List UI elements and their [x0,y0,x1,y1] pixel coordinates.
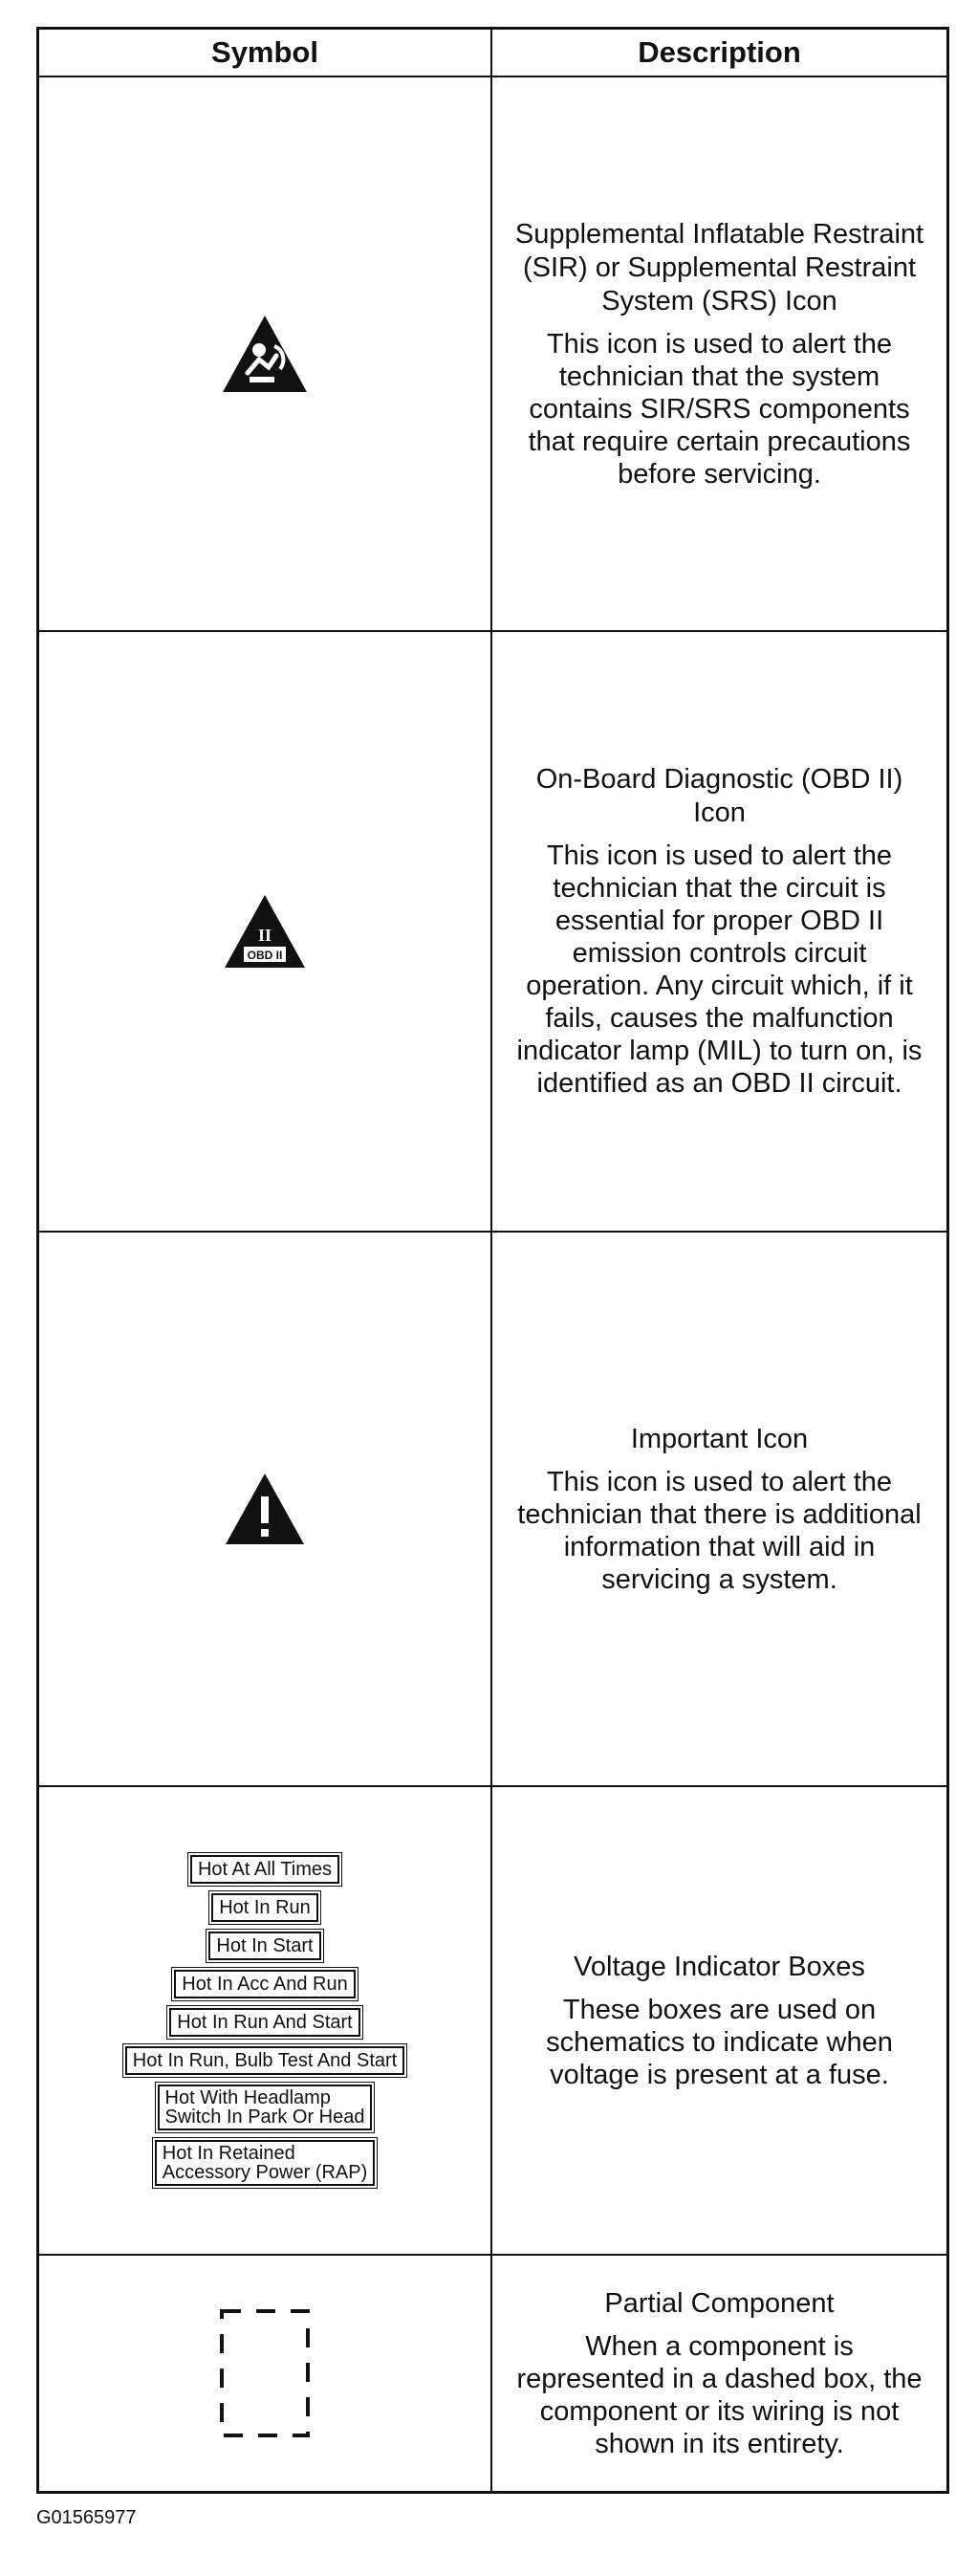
row-title: Supplemental Inflatable Restraint (SIR) or Supplemental Restraint System (SRS) Icon [514,218,924,317]
obd-ii-icon [223,893,307,970]
row-title: Important Icon [630,1423,809,1454]
dashed-box-icon [212,2302,317,2445]
voltage-box: Hot With Headlamp Switch In Park Or Head [158,2085,373,2130]
obd-icon-label-top: II [257,926,272,945]
symbol-cell [39,1787,490,2254]
row-body: This icon is used to alert the technician that the circuit is essential for proper OBD II emission controls circuit operation. Any circuit which, if it fails, causes the malfunction indicator lamp (MIL) to turn on, is identified as an OBD II circuit. [516,840,923,1099]
description-cell [492,2256,946,2491]
table-row-partial [39,2256,946,2491]
symbol-cell [39,1233,490,1785]
voltage-box: Hot At All Times [190,1855,339,1884]
figure-id: G01565977 [36,2507,137,2528]
description-cell [492,632,946,1231]
voltage-box: Hot In Retained Accessory Power (RAP) [155,2140,376,2186]
voltage-box: Hot In Acc And Run [174,1970,355,1998]
table-row-important [39,1233,946,1785]
row-title: On-Board Diagnostic (OBD II) Icon [535,764,903,828]
symbol-cell [39,632,490,1231]
row-body: When a component is represented in a dashed box, the component or its wiring is not shown in its entirety. [516,2330,923,2459]
row-title: Voltage Indicator Boxes [574,1951,865,1982]
table-row-voltage [39,1787,946,2254]
voltage-box: Hot In Run [211,1893,318,1922]
row-body: This icon is used to alert the technician that the system contains SIR/SRS components that require certain precautions before servicing. [528,328,911,490]
symbol-table [36,27,949,2494]
voltage-box: Hot In Run, Bulb Test And Start [125,2046,404,2075]
obd-icon-label-bottom: OBD II [247,949,283,962]
voltage-box: Hot In Start [208,1932,320,1960]
description-cell [492,1787,946,2254]
table-row-sir [39,77,946,630]
description-cell [492,1233,946,1785]
symbol-cell [39,2256,490,2491]
sir-srs-icon [221,314,309,394]
row-body: These boxes are used on schematics to indicate when voltage is present at a fuse. [546,1994,893,2090]
table-row-obd [39,632,946,1231]
row-title: Partial Component [604,2287,835,2319]
voltage-box-list [125,1855,404,2186]
important-warning-icon [224,1472,306,1546]
row-body: This icon is used to alert the technician that there is additional information that will aid in servicing a system. [517,1466,922,1595]
header-symbol: Symbol [211,35,318,69]
description-cell [492,77,946,630]
header-description: Description [638,35,801,69]
symbol-cell [39,77,490,630]
voltage-box: Hot In Run And Start [169,2008,359,2037]
